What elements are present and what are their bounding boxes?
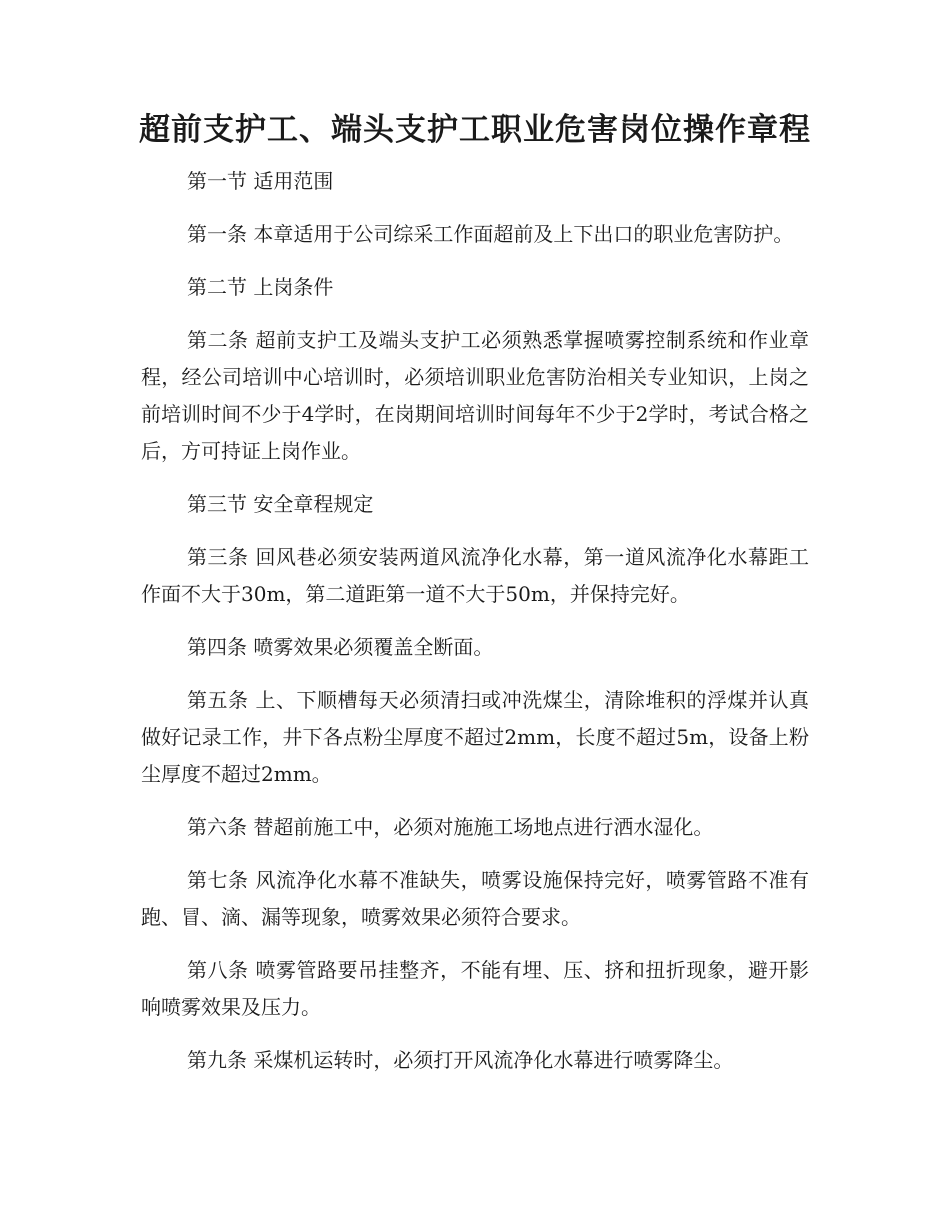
article-9: 第九条 采煤机运转时，必须打开风流净化水幕进行喷雾降尘。	[187, 1048, 734, 1072]
document-body	[141, 163, 809, 1095]
section-heading-2: 第二节 上岗条件	[187, 275, 334, 299]
document-title: 超前支护工、端头支护工职业危害岗位操作章程	[139, 112, 811, 148]
article-1: 第一条 本章适用于公司综采工作面超前及上下出口的职业危害防护。	[187, 222, 794, 246]
article-6: 第六条 替超前施工中，必须对施施工场地点进行洒水湿化。	[187, 815, 714, 839]
section-heading-3: 第三节 安全章程规定	[187, 492, 374, 516]
article-7: 第七条 风流净化水幕不准缺失，喷雾设施保持完好，喷雾管路不准有跑、冒、滴、漏等现象，喷雾效果必须符合要求。	[141, 868, 809, 929]
article-4: 第四条 喷雾效果必须覆盖全断面。	[187, 635, 494, 659]
section-heading-1: 第一节 适用范围	[187, 169, 334, 193]
article-3: 第三条 回风巷必须安装两道风流净化水幕，第一道风流净化水幕距工作面不大于30m，第二道距第一道不大于50m，并保持完好。	[141, 545, 809, 606]
article-5: 第五条 上、下顺槽每天必须清扫或冲洗煤尘，清除堆积的浮煤并认真做好记录工作，井下各点粉尘厚度不超过2mm，长度不超过5m，设备上粉尘厚度不超过2mm。	[141, 688, 809, 786]
article-8: 第八条 喷雾管路要吊挂整齐，不能有埋、压、挤和扭折现象，避开影响喷雾效果及压力。	[141, 958, 809, 1019]
article-2: 第二条 超前支护工及端头支护工必须熟悉掌握喷雾控制系统和作业章程，经公司培训中心培训时，必须培训职业危害防治相关专业知识，上岗之前培训时间不少于4学时，在岗期间培训时间每年不少于2学时，考试合格之后，方可持证上岗作业。	[141, 328, 809, 463]
